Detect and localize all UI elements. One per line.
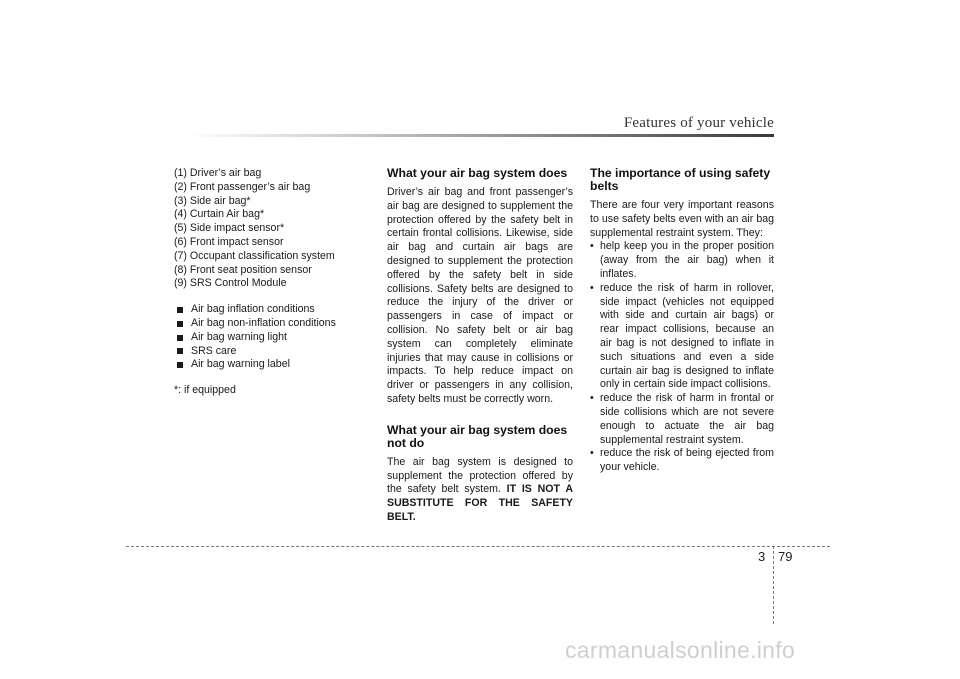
list-item [174,358,354,372]
bullet-text: reduce the risk of harm in frontal or side collisions which are not severe enough to actuate the air bag supplemental restraint system. [600,392,774,446]
list-item [590,240,774,281]
paragraph: There are four very important reasons to use safety belts even with an air bag supplemental restraint system. They: [590,199,774,239]
bullet-text: reduce the risk of being ejected from your vehicle. [600,447,774,474]
bullet-dot-icon: • [590,392,594,405]
watermark-text: carmanualsonline.info [565,637,796,663]
topic-label: Air bag inflation conditions [191,303,315,316]
bullet-dot-icon: • [590,447,594,460]
topic-label: SRS care [191,344,237,357]
list-item [590,392,774,447]
topic-label: Air bag warning label [191,358,290,371]
emphasis-text: IT IS NOT A SUBSTITUTE FOR THE SAFETY BELT. [387,483,573,523]
list-item: (4) Curtain Air bag* [174,208,265,221]
list-item: (6) Front impact sensor [174,235,284,248]
list-item: (9) SRS Control Module [174,277,287,290]
chapter-number: 3 [758,549,766,564]
section-heading: The importance of using safety belts [590,166,771,193]
square-bullet-icon [177,307,183,313]
square-bullet-icon [177,362,183,368]
components-column [174,167,354,398]
topic-label: Air bag warning light [191,330,287,343]
bullet-dot-icon: • [590,240,594,253]
square-bullet-icon [177,321,183,327]
bullet-text: reduce the risk of harm in rollover, side impact (vehicles not equipped with side and curtain air bags) or rear impact collisions, because an air bag is not designed to inflate in such situations and even a side curtain air bag is designed to inflate only in certain side impact collisions. [600,281,774,391]
reasons-list [590,240,774,475]
section-heading: What your air bag system does not do [387,422,568,450]
list-item [590,282,774,392]
list-item [174,303,354,317]
footnote: *: if equipped [174,384,236,397]
bullet-text: help keep you in the proper position (away from the air bag) when it inflates. [600,240,774,280]
components-list [174,167,354,291]
square-bullet-icon [177,348,183,354]
list-item: (1) Driver’s air bag [174,167,262,179]
list-item: (8) Front seat position sensor [174,263,312,276]
list-item: (3) Side air bag* [174,194,251,207]
paragraph: Driver’s air bag and front passenger’s air bag are designed to supplement the protection offered by the safety belt in certain frontal collisions. Likewise, side air bag and curtain air bags are designed to supplement the protection offered by the safety belt in side collisions. Safety belts are designed to reduce the injury of the driver or passengers in case of impact or collision. No safety belt or air bag system can completely eliminate injuries that may cause in collisions or impacts. To help reduce impact on driver or passengers in any collision, safety belts must be correctly worn. [387,186,573,405]
paragraph-text: The air bag system is designed to supplement the protection offered by the safety belt system. [387,455,573,496]
list-item: (7) Occupant classification system [174,249,335,262]
page-number: 79 [778,549,793,564]
list-item [174,345,354,359]
section-heading: What your air bag system does [387,166,568,180]
paragraph [387,456,573,525]
list-item [590,447,774,475]
list-item: (2) Front passenger’s air bag [174,180,311,193]
header-rule [186,134,774,137]
list-item: (5) Side impact sensor* [174,222,285,235]
airbag-system-column [387,167,573,525]
footer-dashed-divider [773,546,774,624]
safety-belts-column [590,167,774,475]
footer-dashed-rule [126,546,830,547]
list-item [174,331,354,345]
topics-list [174,303,354,372]
topic-label: Air bag non-inflation conditions [191,316,336,329]
list-item [174,317,354,331]
page-header-title: Features of your vehicle [623,115,774,131]
square-bullet-icon [177,335,183,341]
bullet-dot-icon: • [590,281,594,294]
